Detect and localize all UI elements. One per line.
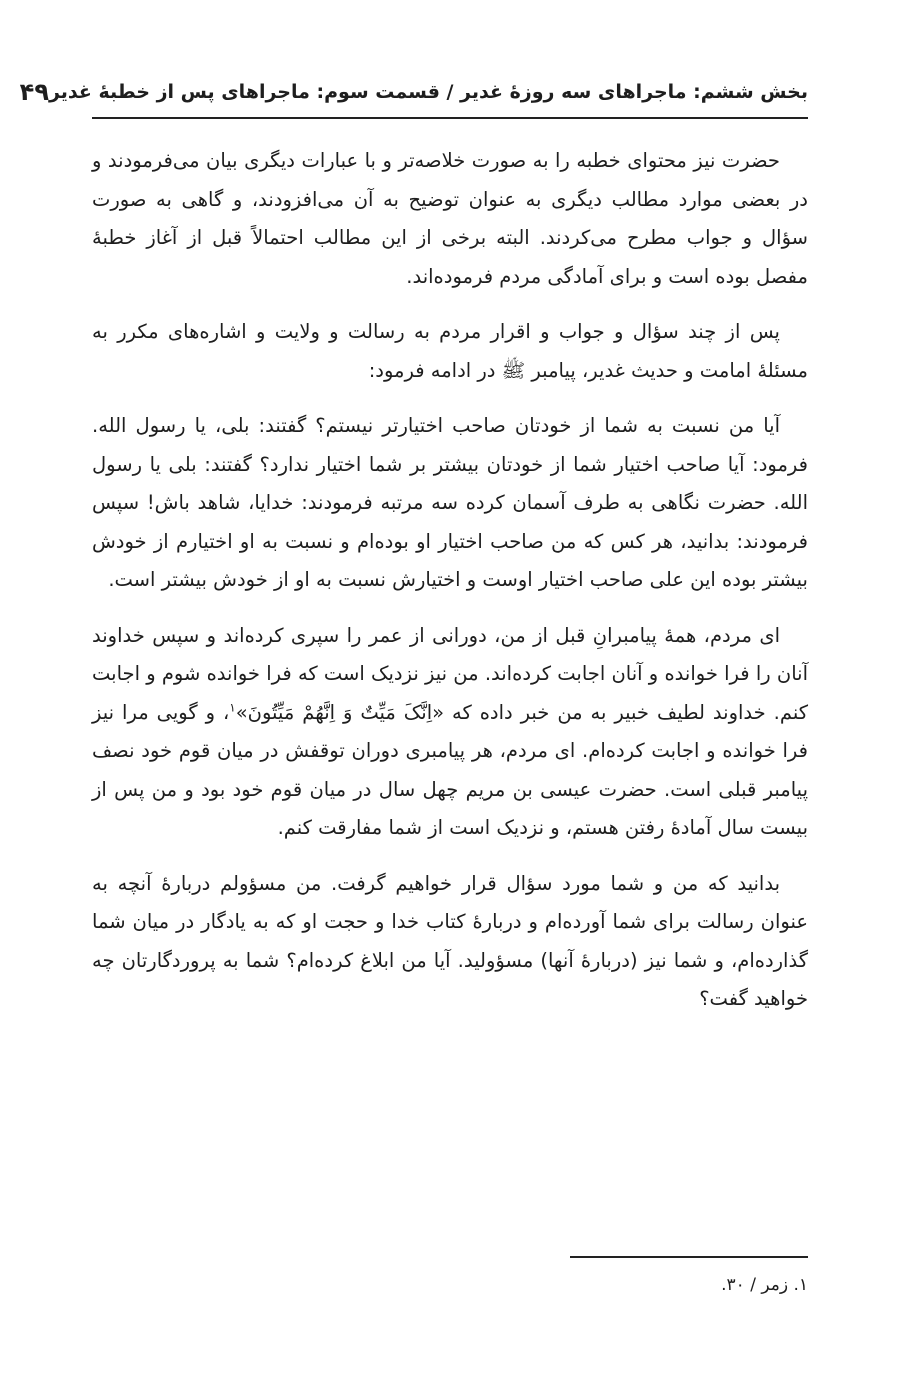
header-divider	[92, 117, 808, 119]
page-number: ۴۹	[19, 78, 49, 106]
paragraph-ghadir-declaration: آیا من نسبت به شما از خودتان صاحب اختیارتر نیستم؟ گفتند: بلی، یا رسول الله. فرمود: آیا صاحب اختیار شما از خودتان بیشتر بر شما اختیار ندارد؟ گفتند: بلی یا رسول الله. حضرت نگاهی به طرف آسمان کرده سه مرتبه فرمودند: خدایا، شاهد باش! سپس فرمودند: بدانید، هر کس که من صاحب اختیار او بوده‌ام و نسبت به او اختیارم از خودش بیشتر بوده این علی صاحب اختیار اوست و اختیارش نسبت به او از خودش بیشتر است.	[92, 414, 808, 591]
paragraph-questions: پس از چند سؤال و جواب و اقرار مردم به رسالت و ولایت و اشاره‌های مکرر به مسئلۀ امامت و حدیث غدیر، پیامبر ﷺ در ادامه فرمود:	[92, 320, 808, 382]
footnote: ۱. زمر / ۳۰.	[721, 1275, 808, 1295]
footnote-divider	[570, 1256, 808, 1258]
paragraph-intro: حضرت نیز محتوای خطبه را به صورت خلاصه‌تر و با عبارات دیگری بیان می‌فرمودند و در بعضی موارد مطالب دیگری به عنوان توضیح به آن می‌افزودند، و گاهی به صورت سؤال و جواب مطرح می‌کردند. البته برخی از این مطالب احتمالاً قبل از آغاز خطبۀ مفصل بوده است و برای آمادگی مردم فرموده‌اند.	[92, 149, 808, 288]
running-header	[19, 70, 808, 114]
running-header-title: بخش ششم: ماجراهای سه روزۀ غدیر / قسمت سوم: ماجراهای پس از خطبۀ غدیر	[48, 81, 808, 103]
sermon-text-before: ای مردم، همۀ پیامبرانِ قبل از من، دورانی از عمر را سپری کرده‌اند و سپس خداوند آنان را فرا خوانده و آنان اجابت کرده‌اند. من نیز نزدیک است که فرا خوانده شوم و اجابت کنم. خداوند لطیف خبیر به من خبر داده که	[92, 623, 808, 724]
paragraph-sermon	[92, 617, 808, 848]
footnote-reference[interactable]: ۱	[229, 700, 236, 714]
paragraph-responsibility: بدانید که من و شما مورد سؤال قرار خواهیم گرفت. من مسؤولم دربارۀ آنچه به عنوان رسالت برای شما آورده‌ام و دربارۀ کتاب خدا و حجت او که به یادگار در میان شما گذارده‌ام، و شما نیز (دربارۀ آنها) مسؤولید. آیا من ابلاغ کرده‌ام؟ شما به پروردگارتان چه خواهید گفت؟	[92, 871, 808, 1010]
body-text	[92, 142, 808, 1019]
sermon-text-after: ، و گویی مرا نیز فرا خوانده و اجابت کرده‌ام. ای مردم، هر پیامبری دوران توقفش در میان قوم خود نصف پیامبر قبلی است. حضرت عیسی بن مریم چهل سال در میان قوم خود بود و من پس از بیست سال آمادۀ رفتن هستم، و نزدیک است از شما مفارقت کنم.	[92, 700, 808, 839]
quran-quote: «اِنَّکَ مَیِّتٌ وَ اِنَّهُمْ مَیِّتُونَ»	[235, 700, 445, 724]
